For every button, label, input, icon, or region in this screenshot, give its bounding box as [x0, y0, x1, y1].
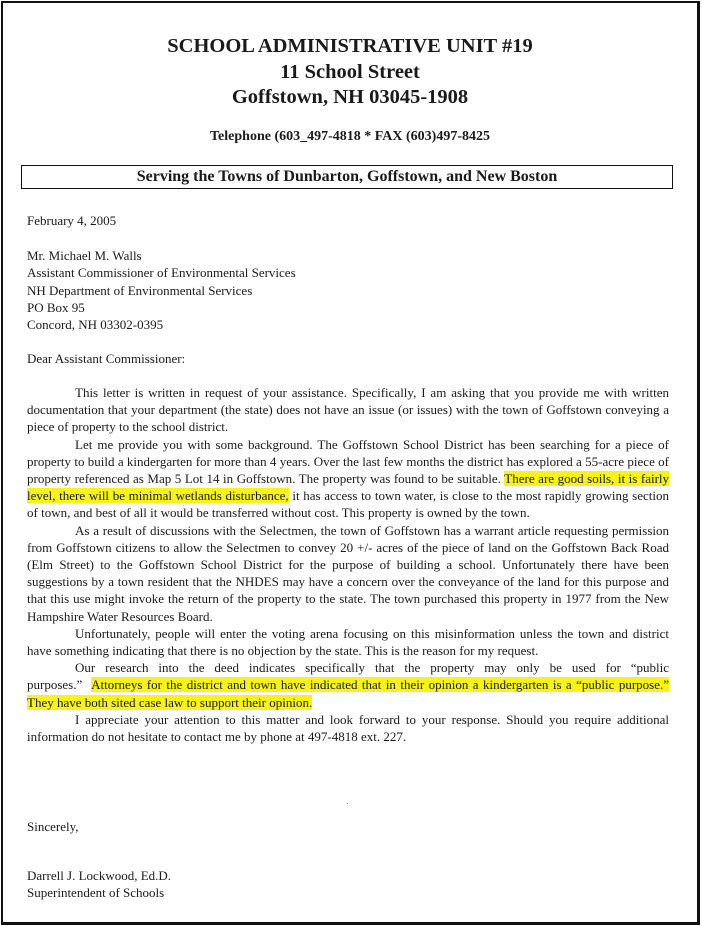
serving-towns-banner: Serving the Towns of Dunbarton, Goffstown, and New Boston: [21, 165, 673, 189]
paragraph-1: This letter is written in request of your assistance. Specifically, I am asking that you provide me with written documentation that your department (the state) does not have an issue (or issues) with the town of Goffstown conveying a piece of property to the school district.: [27, 385, 669, 435]
recipient-line: Mr. Michael M. Walls: [27, 248, 142, 263]
recipient-line: Concord, NH 03302-0395: [27, 317, 164, 333]
paragraph-5: [27, 659, 669, 711]
paragraph-3: As a result of discussions with the Selectmen, the town of Goffstown has a warrant article requesting permission from Goffstown citizens to allow the Selectmen to convey 20 +/- acres of the piece of land on the Goffstown Back Road (Elm Street) to the Goffstown School District for the purpose of building a school. Unfortunately there have been suggestions by a town resident that the NHDES may have a concern over the conveyance of the land for this purpose and that this use might invoke the return of the property to the state. The town purchased this property in 1977 from the New Hampshire Water Resources Board.: [27, 522, 669, 624]
recipient-line: NH Department of Environmental Services: [27, 282, 253, 298]
recipient-line: Assistant Commissioner of Environmental Services: [27, 265, 296, 281]
paragraph-2-text: it has access to town water, is close to the most rapidly growing section of town, and best of all it would be transferred without cost. This property is owned by the town.: [27, 488, 670, 521]
recipient-address: [27, 247, 669, 333]
paragraph-2-text: Let me provide you with some background. The Goffstown School District has been searching for a piece of property to build a kindergarten for more than 4 years. Over the last few months the district has explored a 55-acre piece of property referenced as Map 5 Lot 14 in Goffstown. The property was found to be suitable.: [27, 436, 669, 487]
highlighted-text: There are good soils, it is fairly level, there will be minimal wetlands disturbance,: [27, 471, 670, 504]
signer-name: Darrell J. Lockwood, Ed.D.: [27, 868, 172, 883]
paragraph-5-text: Our research into the deed indicates specifically that the property may only be used for “public purposes.”: [27, 660, 669, 693]
page-frame: [1, 1, 700, 925]
signature-block: [27, 867, 669, 901]
highlighted-text: Attorneys for the district and town have indicated that in their opinion a kindergarten is a “public purpose.” They have both sited case law to support their opinion.: [27, 677, 669, 710]
paragraph-6: I appreciate your attention to this matter and look forward to your response. Should you require additional information do not hesitate to contact me by phone at 497-4818 ext. 227.: [27, 711, 669, 745]
letterhead-city: Goffstown, NH 03045-1908: [231, 86, 469, 108]
paragraph-2: [27, 436, 669, 522]
scan-speck: [347, 803, 348, 804]
letter-date: February 4, 2005: [27, 213, 117, 228]
closing: Sincerely,: [27, 819, 79, 834]
recipient-line: PO Box 95: [27, 299, 85, 315]
salutation: Dear Assistant Commissioner:: [27, 351, 186, 366]
letterhead-phone-fax: Telephone (603_497-4818 * FAX (603)497-8425: [210, 129, 490, 144]
paragraph-4: Unfortunately, people will enter the voting arena focusing on this misinformation unless the town and district have something indicating that there is no objection by the state. This is the reason for my request.: [27, 625, 669, 659]
letter-body: [27, 384, 669, 745]
signer-title: Superintendent of Schools: [27, 885, 165, 900]
letterhead-street: 11 School Street: [280, 61, 420, 83]
letterhead-org: SCHOOL ADMINISTRATIVE UNIT #19: [167, 35, 533, 57]
